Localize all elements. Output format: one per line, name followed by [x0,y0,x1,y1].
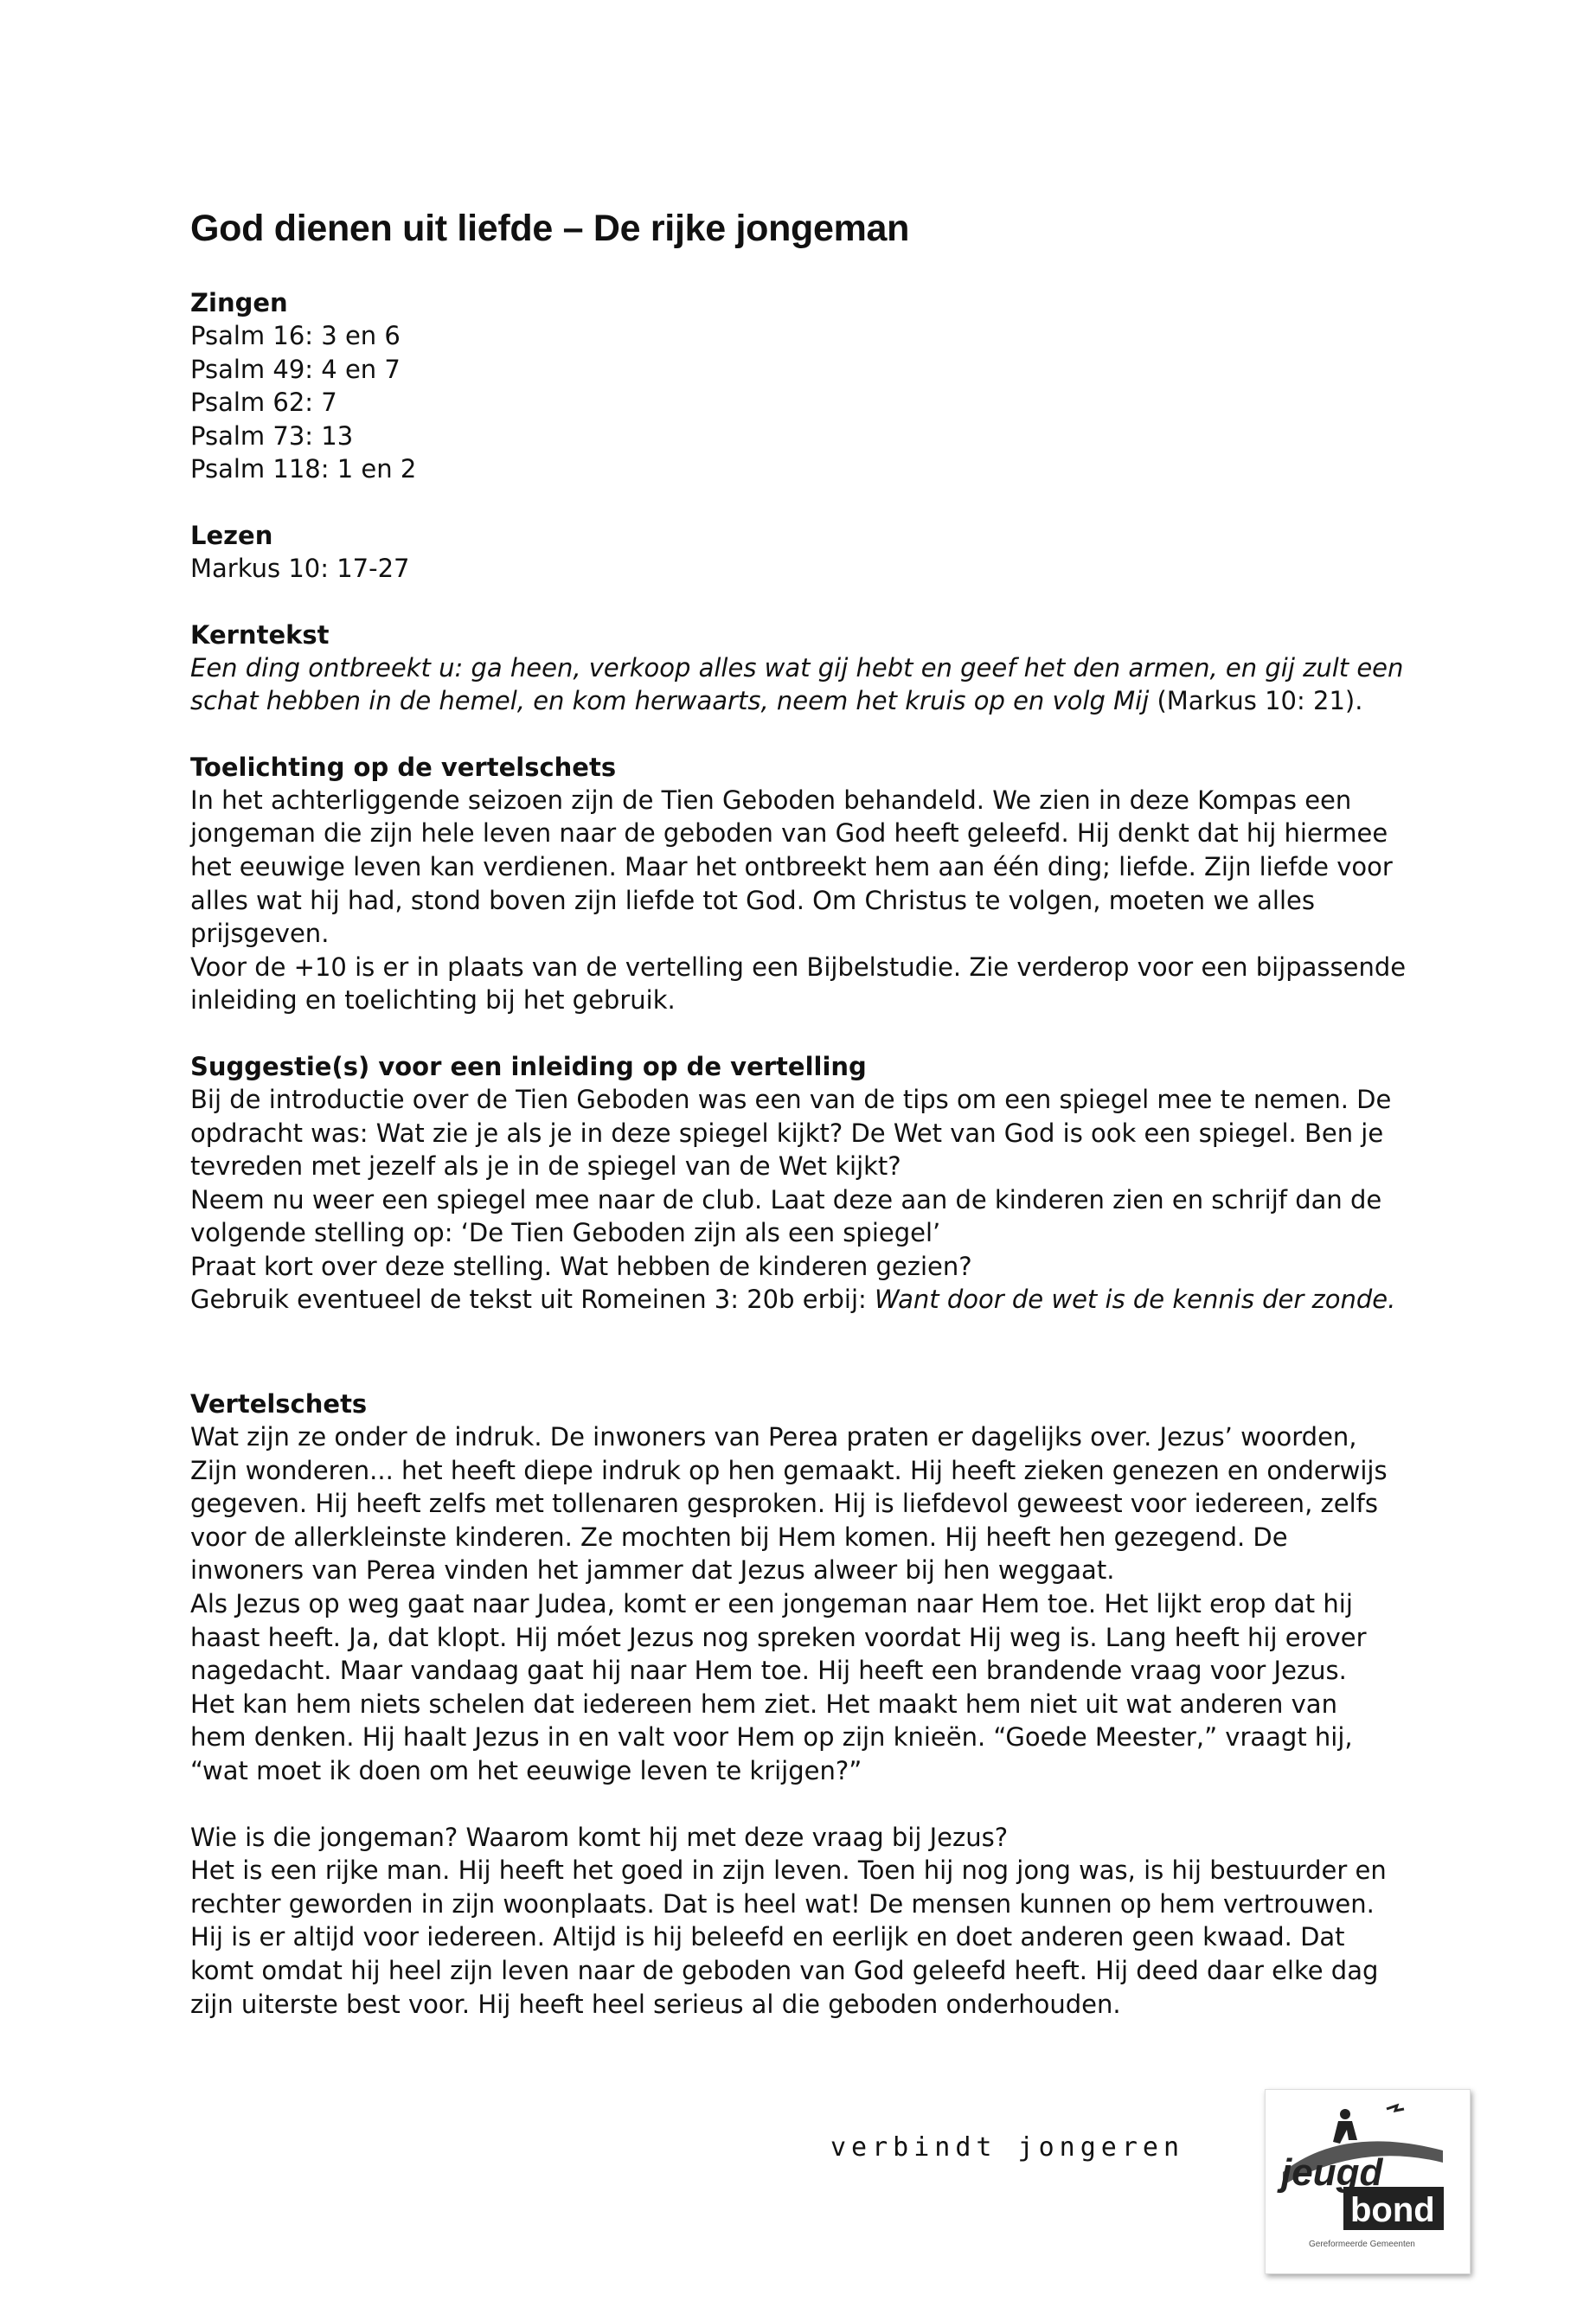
logo-text-jeugd: jeugd [1281,2151,1383,2194]
paragraph-line: alles wat hij had, stond boven zijn liefde tot God. Om Christus te volgen, moeten we alles [190,885,1315,915]
paragraph-line: Zijn wonderen... het heeft diepe indruk op hen gemaakt. Hij heeft zieken genezen en onderwijs [190,1455,1388,1485]
paragraph-line: Bij de introductie over de Tien Geboden was een van de tips om een spiegel mee te nemen. De [190,1084,1392,1114]
paragraph-line: Als Jezus op weg gaat naar Judea, komt er een jongeman naar Hem toe. Het lijkt erop dat hij [190,1589,1353,1619]
paragraph-line: jongeman die zijn hele leven naar de geboden van God heeft geleefd. Hij denkt dat hij hiermee [190,818,1388,849]
section-toelichting [190,751,1419,1017]
logo-figure-body [1333,2121,1357,2144]
psalm-item: Psalm 62: 7 [190,388,337,418]
paragraph-line: prijsgeven. [190,919,330,949]
paragraph-line: Hij is er altijd voor iedereen. Altijd is hij beleefd en eerlijk en doet anderen geen kwaad. Dat [190,1922,1345,1952]
kerntekst-line [190,651,1419,685]
bible-quote: Want door de wet is de kennis der zonde. [875,1285,1396,1315]
paragraph-line: Wie is die jongeman? Waarom komt hij met deze vraag bij Jezus? [190,1822,1009,1852]
section-heading: Zingen [190,288,288,317]
paragraph-line: nagedacht. Maar vandaag gaat hij naar Hem toe. Hij heeft een brandende vraag voor Jezus. [190,1656,1347,1686]
paragraph-gap [190,1788,1419,1821]
paragraph-line: inwoners van Perea vinden het jammer dat Jezus alweer bij hen weggaat. [190,1555,1115,1586]
kerntekst-reference: (Markus 10: 21). [1149,686,1363,716]
paragraph-line: gegeven. Hij heeft zelfs met tollenaren gesproken. Hij is liefdevol geweest voor iedereen, zelfs [190,1489,1378,1519]
psalm-item: Psalm 118: 1 en 2 [190,454,417,484]
paragraph-line: tevreden met jezelf als je in de spiegel van de Wet kijkt? [190,1151,901,1182]
spacer [190,1349,1419,1388]
jeugdbond-logo [1265,2089,1471,2274]
logo-figure-head [1340,2109,1350,2119]
paragraph-line: komt omdat hij heel zijn leven naar de geboden van God geleefd heeft. Hij deed daar elke dag [190,1955,1379,1985]
section-heading: Suggestie(s) voor een inleiding op de vertelling [190,1051,867,1081]
section-lezen [190,519,1419,586]
psalm-item: Psalm 49: 4 en 7 [190,354,401,384]
section-kerntekst [190,619,1419,718]
paragraph-line: “wat moet ik doen om het eeuwige leven te krijgen?” [190,1756,862,1785]
document-page [190,208,1419,2054]
paragraph-line: opdracht was: Wat zie je als je in deze spiegel kijkt? De Wet van God is ook een spiegel. Ben je [190,1118,1384,1148]
footer-tagline: verbindt jongeren [830,2132,1185,2163]
kerntekst-quote: Een ding ontbreekt u: ga heen, verkoop alles wat gij hebt en geef het den armen, en gij zult een [190,652,1404,683]
paragraph-line [190,1283,1419,1317]
paragraph-line: In het achterliggende seizoen zijn de Tien Geboden behandeld. We zien in deze Kompas een [190,785,1352,815]
paragraph-line: voor de allerkleinste kinderen. Ze mochten bij Hem komen. Hij heeft hen gezegend. De [190,1522,1288,1552]
paragraph-line: zijn uiterste best voor. Hij heeft heel serieus al die geboden onderhouden. [190,1989,1121,2019]
logo-bird [1387,2106,1404,2111]
paragraph-line: volgende stelling op: ‘De Tien Geboden zijn als een spiegel’ [190,1218,941,1248]
paragraph-line: inleiding en toelichting bij het gebruik. [190,985,676,1016]
reading-reference: Markus 10: 17-27 [190,553,410,583]
section-heading: Kerntekst [190,619,330,650]
logo-subtitle: Gereformeerde Gemeenten [1309,2240,1415,2249]
section-heading: Toelichting op de vertelschets [190,752,617,782]
paragraph-line: Neem nu weer een spiegel mee naar de club. Laat deze aan de kinderen zien en schrijf dan de [190,1184,1382,1215]
section-heading: Vertelschets [190,1389,368,1420]
paragraph-line: rechter geworden in zijn woonplaats. Dat is heel wat! De mensen kunnen op hem vertrouwen. [190,1888,1375,1919]
paragraph-text: Gebruik eventueel de tekst uit Romeinen 3: 20b erbij: [190,1285,875,1315]
section-heading: Lezen [190,520,273,550]
psalm-item: Psalm 16: 3 en 6 [190,321,401,350]
paragraph-line: hem denken. Hij haalt Jezus in en valt voor Hem op zijn knieën. “Goede Meester,” vraagt hij, [190,1722,1353,1753]
paragraph-line: Het kan hem niets schelen dat iedereen hem ziet. Het maakt hem niet uit wat anderen van [190,1689,1337,1719]
section-zingen [190,286,1419,486]
section-vertelschets [190,1388,1419,2021]
page-title: God dienen uit liefde – De rijke jongeman [190,208,910,249]
paragraph-line: haast heeft. Ja, dat klopt. Hij móet Jezus nog spreken voordat Hij weg is. Lang heeft hij erover [190,1622,1367,1652]
paragraph-line: Wat zijn ze onder de indruk. De inwoners van Perea praten er dagelijks over. Jezus’ woorden, [190,1422,1357,1452]
kerntekst-line [190,684,1419,718]
paragraph-line: Voor de +10 is er in plaats van de vertelling een Bijbelstudie. Zie verderop voor een bijpassende [190,952,1407,982]
paragraph-line: Het is een rijke man. Hij heeft het goed in zijn leven. Toen hij nog jong was, is hij bestuurder en [190,1856,1387,1886]
kerntekst-quote: schat hebben in de hemel, en kom herwaarts, neem het kruis op en volg Mij [190,686,1150,716]
section-suggestie [190,1050,1419,1317]
paragraph-line: het eeuwige leven kan verdienen. Maar het ontbreekt hem aan één ding; liefde. Zijn liefde voor [190,851,1393,881]
logo-text-bond: bond [1350,2191,1435,2229]
paragraph-line: Praat kort over deze stelling. Wat hebben de kinderen gezien? [190,1251,972,1281]
psalm-item: Psalm 73: 13 [190,420,354,451]
